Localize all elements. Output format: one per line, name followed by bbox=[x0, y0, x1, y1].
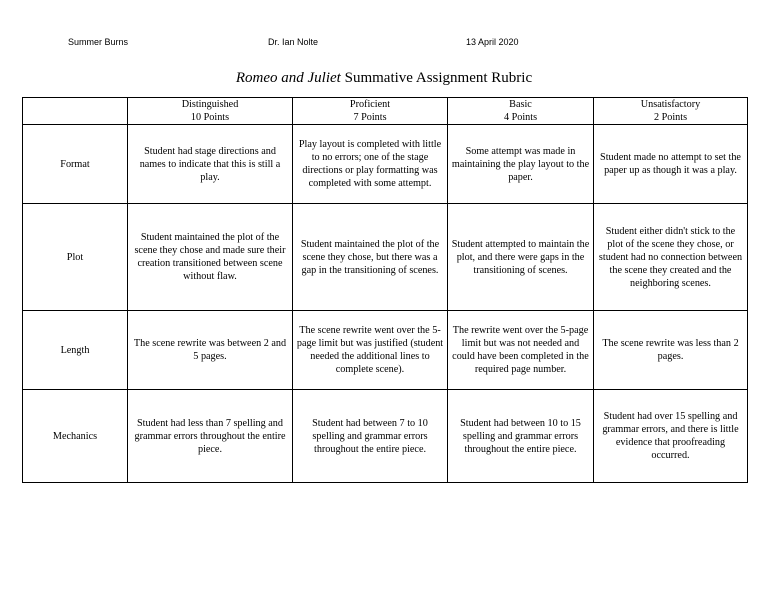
student-name: Summer Burns bbox=[68, 37, 129, 47]
rubric-cell: Student maintained the plot of the scene they chose, but there was a gap in the transitioning of scenes. bbox=[293, 204, 448, 311]
teacher-name: Dr. Ian Nolte bbox=[268, 37, 319, 47]
rubric-cell: Student maintained the plot of the scene they chose and made sure their creation transitioned between scene without flaw. bbox=[128, 204, 293, 311]
rubric-cell: The scene rewrite was between 2 and 5 pages. bbox=[128, 311, 293, 390]
header-row bbox=[23, 98, 748, 125]
document-date: 13 April 2020 bbox=[466, 37, 519, 47]
rubric-cell: Student had over 15 spelling and grammar errors, and there is little evidence that proofreading occurred. bbox=[594, 390, 748, 483]
page-title bbox=[0, 70, 768, 87]
rubric-cell: Student made no attempt to set the paper up as though it was a play. bbox=[594, 125, 748, 204]
level-header bbox=[293, 98, 448, 125]
rubric-cell: Student either didn't stick to the plot of the scene they chose, or student had no connection between the scene they created and the neighboring scenes. bbox=[594, 204, 748, 311]
rubric-cell: Some attempt was made in maintaining the play layout to the paper. bbox=[448, 125, 594, 204]
rubric-cell: Student had between 10 to 15 spelling and grammar errors throughout the entire piece. bbox=[448, 390, 594, 483]
level-points: 7 Points bbox=[353, 112, 387, 123]
criterion-cell: Format bbox=[23, 125, 128, 204]
title-italic: Romeo and Juliet bbox=[235, 70, 341, 86]
rubric-cell: The scene rewrite went over the 5-page limit but was justified (student needed the additional lines to complete scene). bbox=[293, 311, 448, 390]
title-rest: Summative Assignment Rubric bbox=[340, 70, 533, 86]
level-header bbox=[448, 98, 594, 125]
corner-cell bbox=[23, 98, 128, 125]
level-points: 2 Points bbox=[653, 112, 688, 123]
rubric-cell: The scene rewrite was less than 2 pages. bbox=[594, 311, 748, 390]
level-header bbox=[594, 98, 748, 125]
level-label: Distinguished bbox=[181, 99, 239, 110]
rubric-cell: Student had stage directions and names to indicate that this is still a play. bbox=[128, 125, 293, 204]
rubric-cell: Student had less than 7 spelling and grammar errors throughout the entire piece. bbox=[128, 390, 293, 483]
criterion-cell: Plot bbox=[23, 204, 128, 311]
level-label: Basic bbox=[509, 99, 532, 110]
level-label: Unsatisfactory bbox=[640, 99, 701, 110]
level-header bbox=[128, 98, 293, 125]
table-row bbox=[23, 311, 748, 390]
level-label: Proficient bbox=[349, 99, 391, 110]
rubric-cell: Student had between 7 to 10 spelling and grammar errors throughout the entire piece. bbox=[293, 390, 448, 483]
rubric-cell: Student attempted to maintain the plot, and there were gaps in the transitioning of scenes. bbox=[448, 204, 594, 311]
table-row bbox=[23, 390, 748, 483]
rubric-cell: The rewrite went over the 5-page limit but was not needed and could have been completed in the required page number. bbox=[448, 311, 594, 390]
level-points: 4 Points bbox=[503, 112, 538, 123]
rubric-table bbox=[22, 97, 748, 483]
table-row bbox=[23, 125, 748, 204]
criterion-cell: Mechanics bbox=[23, 390, 128, 483]
rubric-cell: Play layout is completed with little to no errors; one of the stage directions or play formatting was completed with some attempt. bbox=[293, 125, 448, 204]
table-row bbox=[23, 204, 748, 311]
level-points: 10 Points bbox=[190, 112, 230, 123]
criterion-cell: Length bbox=[23, 311, 128, 390]
